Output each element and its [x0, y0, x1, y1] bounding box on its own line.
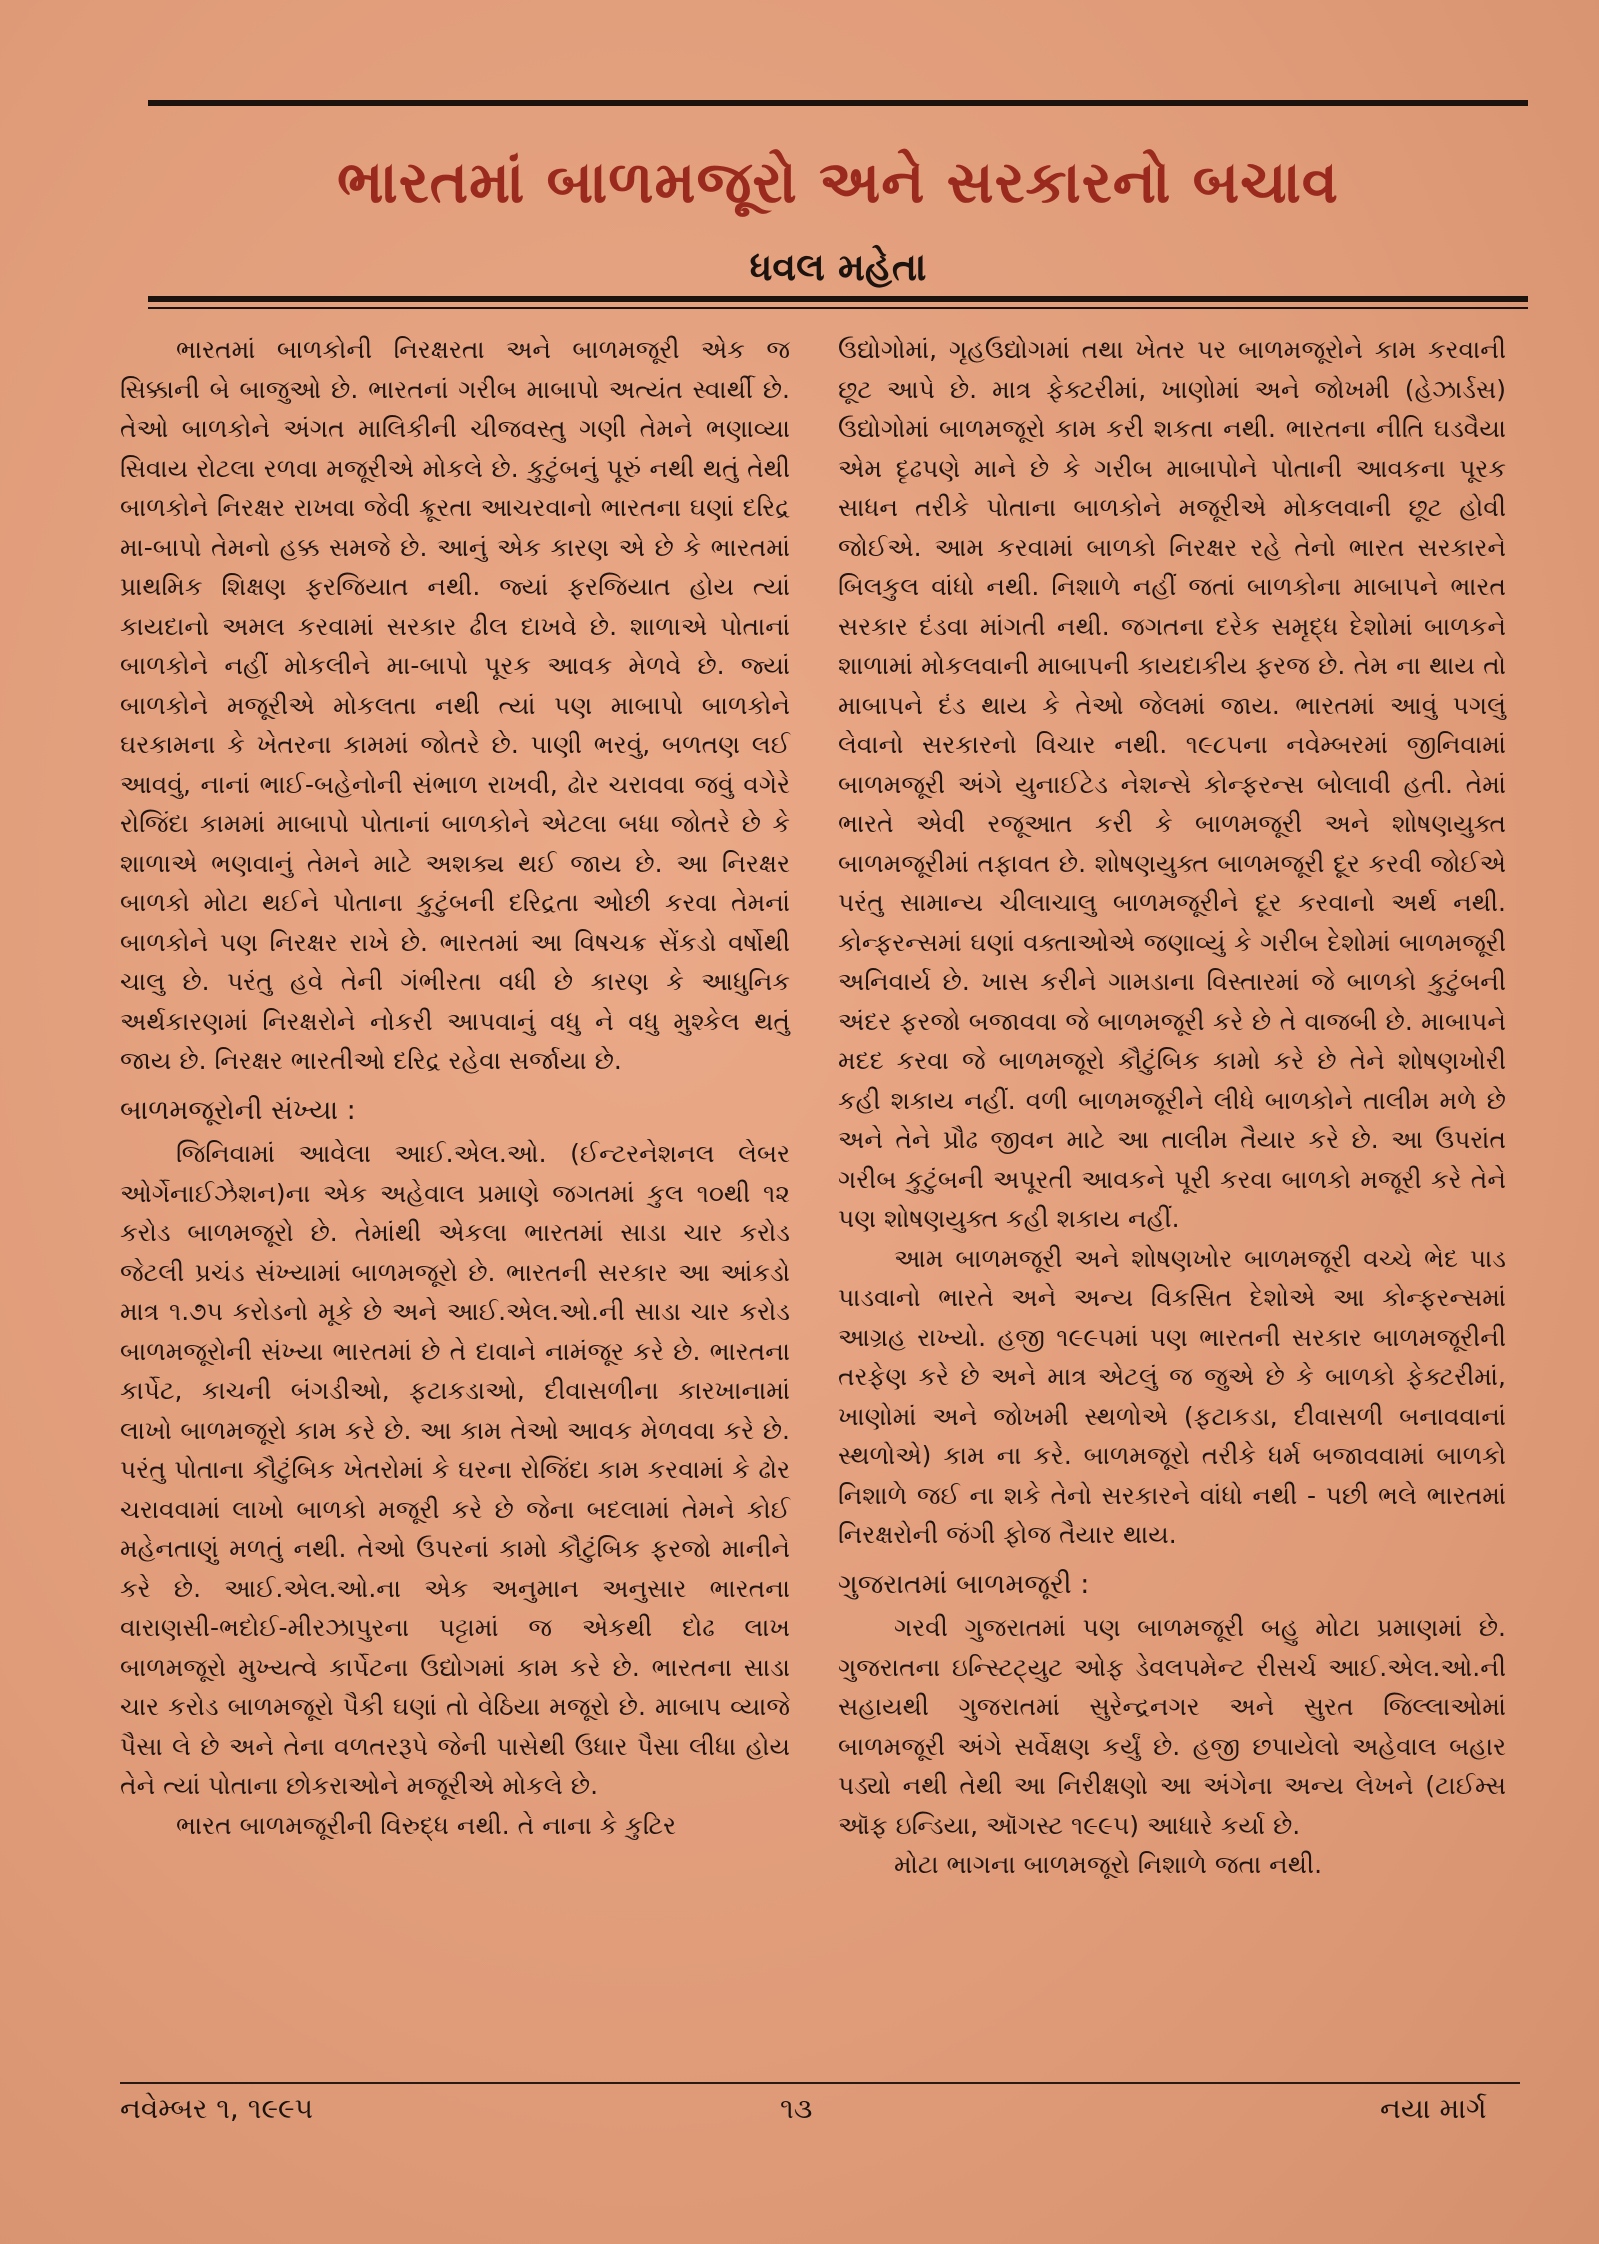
footer-rule	[120, 2082, 1520, 2084]
header-rule-thin	[148, 307, 1528, 309]
section-heading: ગુજરાતમાં બાળમજૂરી :	[838, 1568, 1090, 1600]
paragraph: ઉદ્યોગોમાં, ગૃહઉદ્યોગમાં તથા ખેતર પર બાળમજૂરોને કામ કરવાની છૂટ આપે છે. માત્ર ફેક્ટરીમાં, ખાણોમાં અને જોખમી (હેઝાર્ડસ) ઉદ્યોગોમાં બાળમજૂરો કામ કરી શકતા નથી. ભારતના નીતિ ઘડવૈયા એમ દૃઢપણે માને છે કે ગરીબ માબાપોને પોતાની આવકના પૂરક સાધન તરીકે પોતાના બાળકોને મજૂરીએ મોકલવાની છૂટ હોવી જોઈએ. આમ કરવામાં બાળકો નિરક્ષર રહે તેનો ભારત સરકારને બિલકુલ વાંધો નથી. નિશાળે નહીં જતાં બાળકોના માબાપને ભારત સરકાર દંડવા માંગતી નથી. જગતના દરેક સમૃદ્ધ દેશોમાં બાળકને શાળામાં મોકલવાની માબાપની કાયદાકીય ફરજ છે. તેમ ના થાય તો માબાપને દંડ થાય કે તેઓ જેલમાં જાય. ભારતમાં આવું પગલું લેવાનો સરકારનો વિચાર નથી. ૧૯૮૫ના નવેમ્બરમાં જીનિવામાં બાળમજૂરી અંગે યુનાઈટેડ નેશન્સે કોન્ફરન્સ બોલાવી હતી. તેમાં ભારતે એવી રજૂઆત કરી કે બાળમજૂરી અને શોષણયુક્ત બાળમજૂરીમાં તફાવત છે. શોષણયુક્ત બાળમજૂરી દૂર કરવી જોઈએ પરંતુ સામાન્ય ચીલાચાલુ બાળમજૂરીને દૂર કરવાનો અર્થ નથી. કોન્ફરન્સમાં ઘણાં વક્તાઓએ જણાવ્યું કે ગરીબ દેશોમાં બાળમજૂરી અનિવાર્ય છે. ખાસ કરીને ગામડાના વિસ્તારમાં જે બાળકો કુટુંબની અંદર ફરજો બજાવવા જે બાળમજૂરી કરે છે તે વાજબી છે. માબાપને મદદ કરવા જે બાળમજૂરો કૌટુંબિક કામો કરે છે તેને શોષણખોરી કહી શકાય નહીં. વળી બાળમજૂરીને લીધે બાળકોને તાલીમ મળે છે અને તેને પ્રૌઢ જીવન માટે આ તાલીમ તૈયાર કરે છે. આ ઉપરાંત ગરીબ કુટુંબની અપૂરતી આવકને પૂરી કરવા બાળકો મજૂરી કરે તેને પણ શોષણયુક્ત કહી શકાય નહીં.	[838, 335, 1506, 1233]
article-author: ધવલ મહેતા	[749, 245, 927, 289]
page-number: ૧૩	[780, 2092, 813, 2125]
article-title: ભારતમાં બાળમજૂરો અને સરકારનો બચાવ	[337, 148, 1339, 216]
paragraph: જિનિવામાં આવેલા આઈ.એલ.ઓ. (ઈન્ટરનેશનલ લેબર ઓર્ગેનાઈઝેશન)ના એક અહેવાલ પ્રમાણે જગતમાં કુલ ૧૦થી ૧૨ કરોડ બાળમજૂરો છે. તેમાંથી એકલા ભારતમાં સાડા ચાર કરોડ જેટલી પ્રચંડ સંખ્યામાં બાળમજૂરો છે. ભારતની સરકાર આ આંકડો માત્ર ૧.૭૫ કરોડનો મૂકે છે અને આઈ.એલ.ઓ.ની સાડા ચાર કરોડ બાળમજૂરોની સંખ્યા ભારતમાં છે તે દાવાને નામંજૂર કરે છે. ભારતના કાર્પેટ, કાચની બંગડીઓ, ફટાકડાઓ, દીવાસળીના કારખાનામાં લાખો બાળમજૂરો કામ કરે છે. આ કામ તેઓ આવક મેળવવા કરે છે. પરંતુ પોતાના કૌટુંબિક ખેતરોમાં કે ઘરના રોજિંદા કામ કરવામાં કે ઢોર ચરાવવામાં લાખો બાળકો મજૂરી કરે છે જેના બદલામાં તેમને કોઈ મહેનતાણું મળતું નથી. તેઓ ઉપરનાં કામો કૌટુંબિક ફરજો માનીને કરે છે. આઈ.એલ.ઓ.ના એક અનુમાન અનુસાર ભારતના વારાણસી-ભદોઈ-મીરઝાપુરના પટ્ટામાં જ એકથી દોઢ લાખ બાળમજૂરો મુખ્યત્વે કાર્પેટના ઉદ્યોગમાં કામ કરે છે. ભારતના સાડા ચાર કરોડ બાળમજૂરો પૈકી ઘણાં તો વેઠિયા મજૂરો છે. માબાપ વ્યાજે પૈસા લે છે અને તેના વળતરરૂપે જેની પાસેથી ઉધાર પૈસા લીધા હોય તેને ત્યાં પોતાના છોકરાઓને મજૂરીએ મોકલે છે.	[120, 1139, 790, 1800]
paragraph: આમ બાળમજૂરી અને શોષણખોર બાળમજૂરી વચ્ચે ભેદ પાડ પાડવાનો ભારતે અને અન્ય વિકસિત દેશોએ આ કોન્ફરન્સમાં આગ્રહ રાખ્યો. હજી ૧૯૯૫માં પણ ભારતની સરકાર બાળમજૂરીની તરફેણ કરે છે અને માત્ર એટલું જ જુએ છે કે બાળકો ફેક્ટરીમાં, ખાણોમાં અને જોખમી સ્થળોએ (ફટાકડા, દીવાસળી બનાવવાનાં સ્થળોએ) કામ ના કરે. બાળમજૂરો તરીકે ધર્મ બજાવવામાં બાળકો નિશાળે જઈ ના શકે તેનો સરકારને વાંધો નથી - પછી ભલે ભારતમાં નિરક્ષરોની જંગી ફોજ તૈયાર થાય.	[838, 1243, 1506, 1549]
paragraph: મોટા ભાગના બાળમજૂરો નિશાળે જતા નથી.	[894, 1850, 1323, 1879]
section-heading: બાળમજૂરોની સંખ્યા :	[120, 1094, 356, 1126]
top-rule	[148, 100, 1528, 106]
footer-date: નવેમ્બર ૧, ૧૯૯૫	[120, 2092, 313, 2125]
publication-name: નયા માર્ગ	[1380, 2092, 1487, 2125]
header-rule-thick	[148, 296, 1528, 302]
right-column	[838, 330, 1506, 1885]
paragraph: ભારતમાં બાળકોની નિરક્ષરતા અને બાળમજૂરી એક જ સિક્કાની બે બાજુઓ છે. ભારતનાં ગરીબ માબાપો અત્યંત સ્વાર્થી છે. તેઓ બાળકોને અંગત માલિકીની ચીજવસ્તુ ગણી તેમને ભણાવ્યા સિવાય રોટલા રળવા મજૂરીએ મોકલે છે. કુટુંબનું પૂરું નથી થતું તેથી બાળકોને નિરક્ષર રાખવા જેવી ક્રૂરતા આચરવાનો ભારતના ઘણાં દરિદ્ર મા-બાપો તેમનો હક્ક સમજે છે. આનું એક કારણ એ છે કે ભારતમાં પ્રાથમિક શિક્ષણ ફરજિયાત નથી. જ્યાં ફરજિયાત હોય ત્યાં કાયદાનો અમલ કરવામાં સરકાર ઢીલ દાખવે છે. શાળાએ પોતાનાં બાળકોને નહીં મોકલીને મા-બાપો પૂરક આવક મેળવે છે. જ્યાં બાળકોને મજૂરીએ મોકલતા નથી ત્યાં પણ માબાપો બાળકોને ઘરકામના કે ખેતરના કામમાં જોતરે છે. પાણી ભરવું, બળતણ લઈ આવવું, નાનાં ભાઈ-બહેનોની સંભાળ રાખવી, ઢોર ચરાવવા જવું વગેરે રોજિંદા કામમાં માબાપો પોતાનાં બાળકોને એટલા બધા જોતરે છે કે શાળાએ ભણવાનું તેમને માટે અશક્ય થઈ જાય છે. આ નિરક્ષર બાળકો મોટા થઈને પોતાના કુટુંબની દરિદ્રતા ઓછી કરવા તેમનાં બાળકોને પણ નિરક્ષર રાખે છે. ભારતમાં આ વિષચક્ર સેંકડો વર્ષોથી ચાલુ છે. પરંતુ હવે તેની ગંભીરતા વધી છે કારણ કે આધુનિક અર્થકારણમાં નિરક્ષરોને નોકરી આપવાનું વધુ ને વધુ મુશ્કેલ થતું જાય છે. નિરક્ષર ભારતીઓ દરિદ્ર રહેવા સર્જાયા છે.	[120, 335, 790, 1075]
left-column	[120, 330, 790, 1845]
paragraph: ગરવી ગુજરાતમાં પણ બાળમજૂરી બહુ મોટા પ્રમાણમાં છે. ગુજરાતના ઇન્સ્ટિટ્યુટ ઓફ ડેવલપમેન્ટ રીસર્ચ આઈ.એલ.ઓ.ની સહાયથી ગુજરાતમાં સુરેન્દ્રનગર અને સુરત જિલ્લાઓમાં બાળમજૂરી અંગે સર્વેક્ષણ કર્યું છે. હજી છપાયેલો અહેવાલ બહાર પડ્યો નથી તેથી આ નિરીક્ષણો આ અંગેના અન્ય લેખને (ટાઈમ્સ ઑફ ઇન્ડિયા, ઑગસ્ટ ૧૯૯૫) આધારે કર્યા છે.	[838, 1613, 1506, 1840]
paragraph: ભારત બાળમજૂરીની વિરુદ્ધ નથી. તે નાના કે કુટિર	[176, 1810, 677, 1840]
